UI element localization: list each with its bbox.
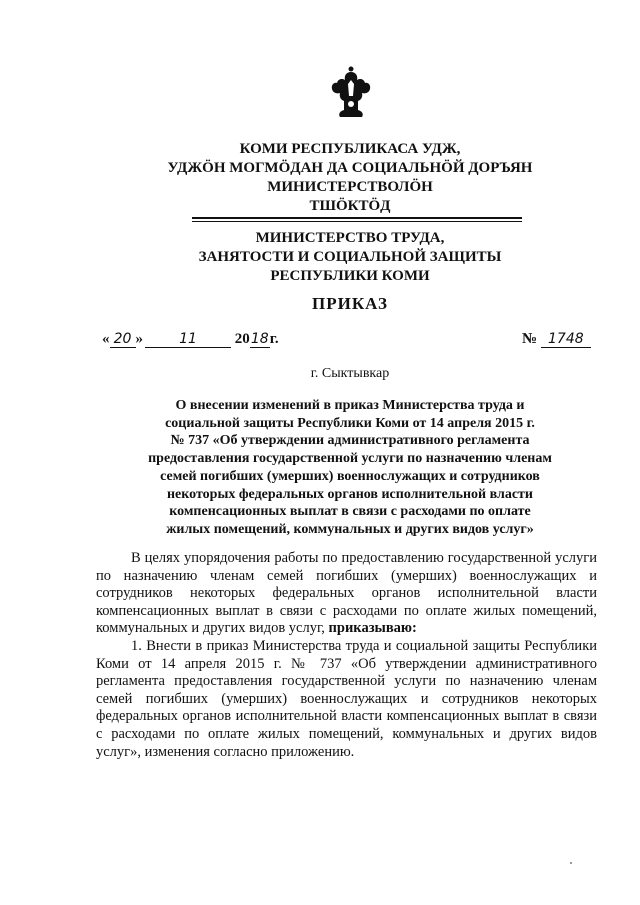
- order-number: [522, 331, 591, 348]
- header-russian-language: [150, 229, 550, 286]
- order-date: [102, 331, 279, 348]
- preamble-directive: приказываю:: [328, 620, 417, 637]
- order-subject: [126, 397, 574, 539]
- subject-line: компенсационных выплат в связи с расходами по оплате: [169, 504, 531, 520]
- order-body: [96, 550, 597, 761]
- preamble-text: В целях упорядочения работы по предоставлению государственной услуги по назначению членам семей погибших (умерших) военнослужащих и сотрудников некоторых федеральных органов исполнительной власти компенсационных выплат в связи с расходами по оплате жилых помещений, коммунальных и других видов услуг,: [96, 550, 597, 637]
- document-type-title: ПРИКАЗ: [312, 294, 388, 313]
- subject-line: некоторых федеральных органов исполнительной власти: [166, 486, 533, 502]
- date-day-handwritten: 20: [110, 332, 136, 348]
- body-paragraph-preamble: [96, 550, 597, 638]
- komi-emblem-icon: [328, 66, 374, 120]
- number-handwritten: 1748: [541, 332, 591, 348]
- subject-line: О внесении изменений в приказ Министерства труда и: [175, 398, 525, 413]
- subject-line: жилых помещений, коммунальных и других видов услуг»: [166, 521, 534, 537]
- header-komi-language: [150, 140, 550, 216]
- scan-speck: [570, 862, 572, 864]
- header-komi-line: УДЖÖН МОГМÖДАН ДА СОЦИАЛЬНÖЙ ДОРЪЯН: [167, 160, 533, 176]
- header-komi-line: ТШÖКТÖД: [309, 198, 391, 214]
- subject-line: социальной защиты Республики Коми от 14 апреля 2015 г.: [165, 415, 535, 431]
- header-divider-thick: [192, 217, 522, 219]
- city-line: г. Сыктывкар: [310, 366, 390, 381]
- date-close-quote: »: [135, 331, 143, 347]
- date-month-handwritten: 11: [145, 332, 231, 348]
- date-year-abbr: г.: [269, 331, 279, 347]
- header-ru-line: ЗАНЯТОСТИ И СОЦИАЛЬНОЙ ЗАЩИТЫ: [198, 249, 502, 265]
- subject-line: № 737 «Об утверждении административного регламента: [170, 433, 530, 449]
- body-paragraph-item-1: 1. Внести в приказ Министерства труда и социальной защиты Республики Коми от 14 апреля 2015 г. № 737 «Об утверждении административного регламента предоставления государственной услуги по назначению членам семей погибших (умерших) военнослужащих и сотрудников некоторых федеральных органов исполнительной власти компенсационных выплат в связи с расходами по оплате жилых помещений, коммунальных и других видов услуг», изменения согласно приложению.: [96, 637, 597, 760]
- date-open-quote: «: [102, 331, 110, 347]
- subject-line: семей погибших (умерших) военнослужащих и сотрудников: [160, 468, 540, 484]
- header-ru-line: МИНИСТЕРСТВО ТРУДА,: [255, 230, 445, 246]
- header-divider-thin: [192, 221, 522, 222]
- header-ru-line: РЕСПУБЛИКИ КОМИ: [270, 268, 430, 284]
- date-year-handwritten: 18: [250, 331, 269, 347]
- subject-line: предоставления государственной услуги по назначению членам: [148, 451, 552, 467]
- header-komi-line: КОМИ РЕСПУБЛИКАСА УДЖ,: [239, 141, 461, 157]
- date-year-prefix: 20: [234, 331, 250, 347]
- header-komi-line: МИНИСТЕРСТВОЛÖН: [267, 179, 433, 195]
- number-label: №: [522, 331, 538, 347]
